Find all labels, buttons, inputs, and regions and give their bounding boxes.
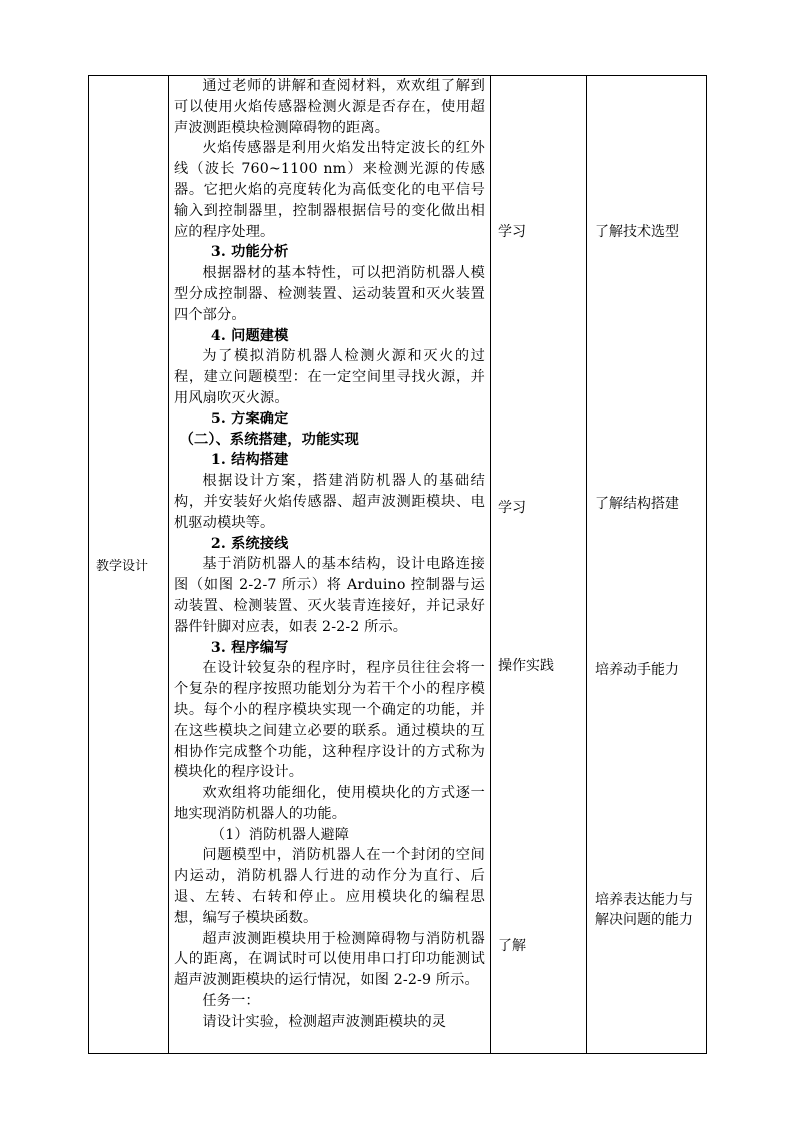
heading: 3. 功能分析 <box>210 244 289 261</box>
paragraph: 根据设计方案，搭建消防机器人的基础结构，并安装好火焰传感器、超声波测距模块、电机驱动模块等。 <box>174 473 485 531</box>
heading: 4. 问题建模 <box>210 327 289 344</box>
paragraph: 欢欢组将功能细化，使用模块化的方式逐一地实现消防机器人的功能。 <box>174 785 485 822</box>
intent-label: 培养动手能力 <box>595 662 679 678</box>
paragraph: 基于消防机器人的基本结构，设计电路连接图（如图 2-2-7 所示）将 Arduino 控制器与运动装置、检测装置、灭火装青连接好，并记录好器件针脚对应表，如表 2-2-2 所示。 <box>174 556 485 635</box>
activity-label: 学习 <box>498 500 526 516</box>
activity-cell <box>491 76 587 1054</box>
paragraph: 请设计实验，检测超声波测距模块的灵 <box>202 1013 447 1030</box>
paragraph: 为了模拟消防机器人检测火源和灭火的过程，建立问题模型：在一定空间里寻找火源，并用风扇吹灭火源。 <box>174 348 485 406</box>
paragraph: 超声波测距模块用于检测障碍物与消防机器人的距离，在调试时可以使用串口打印功能测试超声波测距模块的运行情况，如图 2-2-9 所示。 <box>174 930 485 989</box>
intent-label: 了解技术选型 <box>595 224 679 240</box>
paragraph: 根据器材的基本特性，可以把消防机器人模型分成控制器、检测装置、运动装置和灭火装置四个部分。 <box>174 265 485 323</box>
heading: 3. 程序编写 <box>210 639 289 656</box>
content-cell <box>169 76 491 1054</box>
row-label-cell <box>89 76 169 1054</box>
activity-label: 学习 <box>498 224 526 240</box>
row-label: 教学设计 <box>96 559 149 574</box>
activity-label: 操作实践 <box>498 658 554 674</box>
heading: 1. 结构搭建 <box>210 452 289 469</box>
subheading: （1）消防机器人避障 <box>210 826 350 843</box>
heading: 5. 方案确定 <box>210 410 289 427</box>
activity-label: 了解 <box>498 938 526 954</box>
paragraph: 任务一： <box>202 993 260 1010</box>
lesson-content <box>169 76 490 1033</box>
paragraph: 火焰传感器是利用火焰发出特定波长的红外线（波长 760~1100 nm）来检测光源的传感器。它把火焰的亮度转化为高低变化的电平信号输入到控制器里，控制器根据信号的变化做出相应的程序处理。 <box>174 140 485 240</box>
section-heading: （二）、系统搭建，功能实现 <box>179 431 359 448</box>
intent-label: 了解结构搭建 <box>595 496 679 512</box>
table-row <box>89 76 707 1054</box>
intent-cell <box>587 76 707 1054</box>
heading: 2. 系统接线 <box>210 535 289 552</box>
intent-label: 培养表达能力与解决问题的能力 <box>595 892 693 928</box>
paragraph: 问题模型中，消防机器人在一个封闭的空间内运动，消防机器人行进的动作分为直行、后退、左转、右转和停止。应用模块化的编程思想，编写子模块函数。 <box>174 847 485 926</box>
paragraph: 通过老师的讲解和查阅材料，欢欢组了解到可以使用火焰传感器检测火源是否存在，使用超声波测距模块检测障碍物的距离。 <box>174 78 485 136</box>
paragraph: 在设计较复杂的程序时，程序员往往会将一个复杂的程序按照功能划分为若干个小的程序模块。每个小的程序模块实现一个确定的功能，并在这些模块之间建立必要的联系。通过模块的互相协作完成整个功能，这种程序设计的方式称为模块化的程序设计。 <box>174 660 485 781</box>
lesson-plan-table <box>88 75 707 1054</box>
